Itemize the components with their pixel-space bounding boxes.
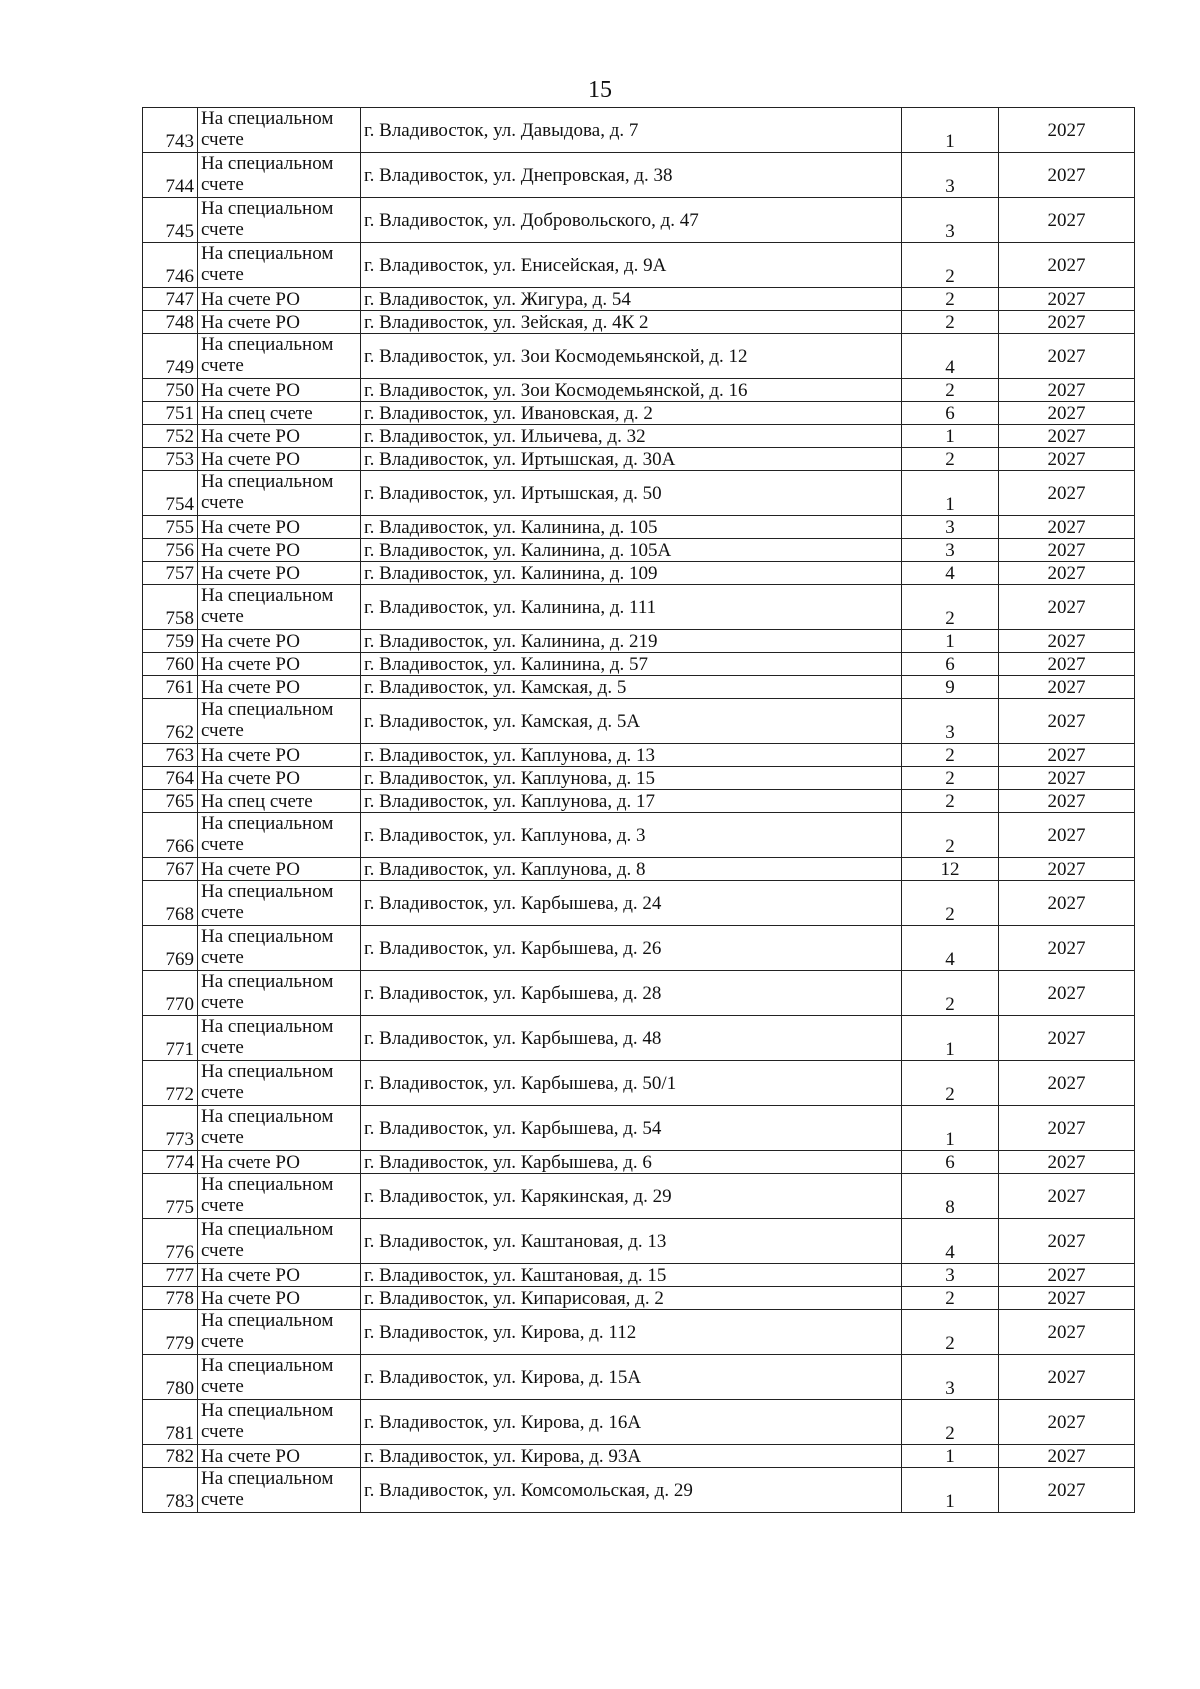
row-number-cell: 782 [143,1445,198,1468]
fund-method-cell: На специальном счете [198,198,361,243]
count-cell: 3 [902,198,999,243]
table-row [143,653,1135,676]
count-cell: 4 [902,562,999,585]
row-number-cell: 774 [143,1151,198,1174]
row-number-cell: 769 [143,926,198,971]
address-cell: г. Владивосток, ул. Карякинская, д. 29 [361,1174,902,1219]
row-number-cell: 768 [143,881,198,926]
fund-method-cell: На счете РО [198,858,361,881]
fund-method-cell: На счете РО [198,630,361,653]
row-number-cell: 773 [143,1106,198,1151]
fund-method-cell: На специальном счете [198,243,361,288]
address-cell: г. Владивосток, ул. Давыдова, д. 7 [361,108,902,153]
table-row [143,1400,1135,1445]
count-cell: 2 [902,288,999,311]
row-number-cell: 772 [143,1061,198,1106]
fund-method-cell: На спец счете [198,402,361,425]
row-number-cell: 779 [143,1310,198,1355]
fund-method-cell: На специальном счете [198,813,361,858]
row-number-cell: 762 [143,699,198,744]
count-cell: 1 [902,1106,999,1151]
address-cell: г. Владивосток, ул. Кирова, д. 15А [361,1355,902,1400]
count-cell: 2 [902,585,999,630]
address-cell: г. Владивосток, ул. Кипарисовая, д. 2 [361,1287,902,1310]
fund-method-cell: На счете РО [198,1445,361,1468]
table-row [143,198,1135,243]
year-cell: 2027 [999,585,1135,630]
table-row [143,539,1135,562]
year-cell: 2027 [999,1468,1135,1513]
count-cell: 2 [902,448,999,471]
row-number-cell: 763 [143,744,198,767]
fund-method-cell: На счете РО [198,539,361,562]
year-cell: 2027 [999,1400,1135,1445]
address-cell: г. Владивосток, ул. Каплунова, д. 17 [361,790,902,813]
address-cell: г. Владивосток, ул. Карбышева, д. 28 [361,971,902,1016]
table-row [143,1264,1135,1287]
address-cell: г. Владивосток, ул. Кирова, д. 16А [361,1400,902,1445]
table-row [143,153,1135,198]
fund-method-cell: На счете РО [198,379,361,402]
houses-table [142,107,1135,1513]
table-body [143,108,1135,1513]
address-cell: г. Владивосток, ул. Калинина, д. 109 [361,562,902,585]
table-row [143,813,1135,858]
row-number-cell: 767 [143,858,198,881]
count-cell: 1 [902,630,999,653]
row-number-cell: 783 [143,1468,198,1513]
table-row [143,1310,1135,1355]
count-cell: 12 [902,858,999,881]
row-number-cell: 746 [143,243,198,288]
address-cell: г. Владивосток, ул. Енисейская, д. 9А [361,243,902,288]
address-cell: г. Владивосток, ул. Карбышева, д. 6 [361,1151,902,1174]
count-cell: 9 [902,676,999,699]
table-row [143,767,1135,790]
fund-method-cell: На счете РО [198,448,361,471]
table-row [143,334,1135,379]
table-row [143,858,1135,881]
year-cell: 2027 [999,1174,1135,1219]
address-cell: г. Владивосток, ул. Ивановская, д. 2 [361,402,902,425]
table-row [143,1174,1135,1219]
count-cell: 2 [902,881,999,926]
year-cell: 2027 [999,653,1135,676]
year-cell: 2027 [999,1061,1135,1106]
fund-method-cell: На специальном счете [198,699,361,744]
count-cell: 2 [902,767,999,790]
year-cell: 2027 [999,1264,1135,1287]
year-cell: 2027 [999,471,1135,516]
row-number-cell: 759 [143,630,198,653]
fund-method-cell: На счете РО [198,562,361,585]
count-cell: 4 [902,1219,999,1264]
fund-method-cell: На специальном счете [198,971,361,1016]
year-cell: 2027 [999,813,1135,858]
address-cell: г. Владивосток, ул. Зои Космодемьянской, д. 12 [361,334,902,379]
fund-method-cell: На специальном счете [198,926,361,971]
count-cell: 1 [902,1445,999,1468]
year-cell: 2027 [999,858,1135,881]
row-number-cell: 775 [143,1174,198,1219]
count-cell: 8 [902,1174,999,1219]
count-cell: 6 [902,653,999,676]
year-cell: 2027 [999,699,1135,744]
address-cell: г. Владивосток, ул. Жигура, д. 54 [361,288,902,311]
table-row [143,379,1135,402]
row-number-cell: 750 [143,379,198,402]
year-cell: 2027 [999,1287,1135,1310]
year-cell: 2027 [999,516,1135,539]
fund-method-cell: На специальном счете [198,334,361,379]
table-row [143,1016,1135,1061]
address-cell: г. Владивосток, ул. Каплунова, д. 8 [361,858,902,881]
row-number-cell: 755 [143,516,198,539]
count-cell: 2 [902,1400,999,1445]
address-cell: г. Владивосток, ул. Карбышева, д. 54 [361,1106,902,1151]
address-cell: г. Владивосток, ул. Калинина, д. 105 [361,516,902,539]
address-cell: г. Владивосток, ул. Кирова, д. 112 [361,1310,902,1355]
row-number-cell: 751 [143,402,198,425]
year-cell: 2027 [999,1016,1135,1061]
year-cell: 2027 [999,153,1135,198]
fund-method-cell: На счете РО [198,311,361,334]
fund-method-cell: На счете РО [198,744,361,767]
address-cell: г. Владивосток, ул. Каштановая, д. 15 [361,1264,902,1287]
count-cell: 3 [902,539,999,562]
table-row [143,448,1135,471]
fund-method-cell: На счете РО [198,1151,361,1174]
table-row [143,1468,1135,1513]
count-cell: 2 [902,243,999,288]
year-cell: 2027 [999,334,1135,379]
year-cell: 2027 [999,971,1135,1016]
table-row [143,630,1135,653]
row-number-cell: 754 [143,471,198,516]
table-row [143,288,1135,311]
row-number-cell: 780 [143,1355,198,1400]
year-cell: 2027 [999,448,1135,471]
address-cell: г. Владивосток, ул. Камская, д. 5 [361,676,902,699]
table-row [143,516,1135,539]
row-number-cell: 745 [143,198,198,243]
fund-method-cell: На счете РО [198,425,361,448]
table-row [143,585,1135,630]
table-row [143,1445,1135,1468]
count-cell: 3 [902,1355,999,1400]
count-cell: 2 [902,790,999,813]
table-row [143,676,1135,699]
fund-method-cell: На специальном счете [198,1061,361,1106]
table-row [143,1355,1135,1400]
table-row [143,1287,1135,1310]
row-number-cell: 760 [143,653,198,676]
count-cell: 2 [902,1287,999,1310]
address-cell: г. Владивосток, ул. Каплунова, д. 15 [361,767,902,790]
fund-method-cell: На специальном счете [198,108,361,153]
table-row [143,1219,1135,1264]
year-cell: 2027 [999,767,1135,790]
table-row [143,1151,1135,1174]
count-cell: 4 [902,926,999,971]
fund-method-cell: На специальном счете [198,1016,361,1061]
table-row [143,699,1135,744]
year-cell: 2027 [999,630,1135,653]
table-row [143,471,1135,516]
year-cell: 2027 [999,243,1135,288]
year-cell: 2027 [999,425,1135,448]
fund-method-cell: На специальном счете [198,881,361,926]
table-row [143,926,1135,971]
row-number-cell: 748 [143,311,198,334]
address-cell: г. Владивосток, ул. Кирова, д. 93А [361,1445,902,1468]
row-number-cell: 770 [143,971,198,1016]
table-row [143,243,1135,288]
fund-method-cell: На специальном счете [198,1400,361,1445]
table-row [143,971,1135,1016]
table-row [143,425,1135,448]
address-cell: г. Владивосток, ул. Ильичева, д. 32 [361,425,902,448]
count-cell: 2 [902,1310,999,1355]
row-number-cell: 757 [143,562,198,585]
table-row [143,744,1135,767]
count-cell: 2 [902,744,999,767]
fund-method-cell: На специальном счете [198,153,361,198]
row-number-cell: 778 [143,1287,198,1310]
address-cell: г. Владивосток, ул. Калинина, д. 57 [361,653,902,676]
year-cell: 2027 [999,539,1135,562]
address-cell: г. Владивосток, ул. Калинина, д. 111 [361,585,902,630]
fund-method-cell: На специальном счете [198,1355,361,1400]
year-cell: 2027 [999,562,1135,585]
count-cell: 1 [902,1016,999,1061]
year-cell: 2027 [999,1106,1135,1151]
count-cell: 2 [902,311,999,334]
table-row [143,562,1135,585]
address-cell: г. Владивосток, ул. Зои Космодемьянской, д. 16 [361,379,902,402]
count-cell: 1 [902,425,999,448]
fund-method-cell: На специальном счете [198,1468,361,1513]
year-cell: 2027 [999,1151,1135,1174]
row-number-cell: 752 [143,425,198,448]
address-cell: г. Владивосток, ул. Калинина, д. 105А [361,539,902,562]
address-cell: г. Владивосток, ул. Комсомольская, д. 29 [361,1468,902,1513]
year-cell: 2027 [999,926,1135,971]
row-number-cell: 749 [143,334,198,379]
count-cell: 3 [902,699,999,744]
table-row [143,790,1135,813]
fund-method-cell: На специальном счете [198,1310,361,1355]
address-cell: г. Владивосток, ул. Днепровская, д. 38 [361,153,902,198]
address-cell: г. Владивосток, ул. Карбышева, д. 26 [361,926,902,971]
year-cell: 2027 [999,402,1135,425]
address-cell: г. Владивосток, ул. Каштановая, д. 13 [361,1219,902,1264]
table-row [143,311,1135,334]
row-number-cell: 764 [143,767,198,790]
year-cell: 2027 [999,311,1135,334]
row-number-cell: 777 [143,1264,198,1287]
fund-method-cell: На счете РО [198,516,361,539]
address-cell: г. Владивосток, ул. Каплунова, д. 13 [361,744,902,767]
fund-method-cell: На счете РО [198,1287,361,1310]
table-row [143,1106,1135,1151]
row-number-cell: 747 [143,288,198,311]
row-number-cell: 758 [143,585,198,630]
row-number-cell: 743 [143,108,198,153]
address-cell: г. Владивосток, ул. Камская, д. 5А [361,699,902,744]
year-cell: 2027 [999,108,1135,153]
year-cell: 2027 [999,881,1135,926]
year-cell: 2027 [999,288,1135,311]
row-number-cell: 761 [143,676,198,699]
fund-method-cell: На счете РО [198,676,361,699]
page-number: 15 [588,77,612,103]
count-cell: 2 [902,1061,999,1106]
address-cell: г. Владивосток, ул. Добровольского, д. 47 [361,198,902,243]
fund-method-cell: На специальном счете [198,1174,361,1219]
fund-method-cell: На специальном счете [198,471,361,516]
count-cell: 2 [902,971,999,1016]
count-cell: 3 [902,516,999,539]
address-cell: г. Владивосток, ул. Карбышева, д. 50/1 [361,1061,902,1106]
count-cell: 1 [902,108,999,153]
row-number-cell: 766 [143,813,198,858]
address-cell: г. Владивосток, ул. Иртышская, д. 50 [361,471,902,516]
year-cell: 2027 [999,1310,1135,1355]
year-cell: 2027 [999,1355,1135,1400]
year-cell: 2027 [999,744,1135,767]
address-cell: г. Владивосток, ул. Карбышева, д. 24 [361,881,902,926]
row-number-cell: 753 [143,448,198,471]
year-cell: 2027 [999,1219,1135,1264]
year-cell: 2027 [999,676,1135,699]
count-cell: 1 [902,471,999,516]
table-row [143,402,1135,425]
count-cell: 2 [902,379,999,402]
row-number-cell: 744 [143,153,198,198]
year-cell: 2027 [999,1445,1135,1468]
count-cell: 2 [902,813,999,858]
row-number-cell: 771 [143,1016,198,1061]
fund-method-cell: На специальном счете [198,1106,361,1151]
count-cell: 6 [902,1151,999,1174]
address-cell: г. Владивосток, ул. Карбышева, д. 48 [361,1016,902,1061]
row-number-cell: 765 [143,790,198,813]
fund-method-cell: На счете РО [198,288,361,311]
fund-method-cell: На специальном счете [198,585,361,630]
table-row [143,881,1135,926]
address-cell: г. Владивосток, ул. Зейская, д. 4К 2 [361,311,902,334]
count-cell: 6 [902,402,999,425]
count-cell: 3 [902,1264,999,1287]
row-number-cell: 776 [143,1219,198,1264]
address-cell: г. Владивосток, ул. Калинина, д. 219 [361,630,902,653]
count-cell: 3 [902,153,999,198]
address-cell: г. Владивосток, ул. Каплунова, д. 3 [361,813,902,858]
fund-method-cell: На счете РО [198,1264,361,1287]
count-cell: 4 [902,334,999,379]
year-cell: 2027 [999,790,1135,813]
year-cell: 2027 [999,198,1135,243]
row-number-cell: 756 [143,539,198,562]
table-row [143,1061,1135,1106]
fund-method-cell: На специальном счете [198,1219,361,1264]
fund-method-cell: На счете РО [198,767,361,790]
fund-method-cell: На спец счете [198,790,361,813]
count-cell: 1 [902,1468,999,1513]
row-number-cell: 781 [143,1400,198,1445]
address-cell: г. Владивосток, ул. Иртышская, д. 30А [361,448,902,471]
table-row [143,108,1135,153]
fund-method-cell: На счете РО [198,653,361,676]
year-cell: 2027 [999,379,1135,402]
